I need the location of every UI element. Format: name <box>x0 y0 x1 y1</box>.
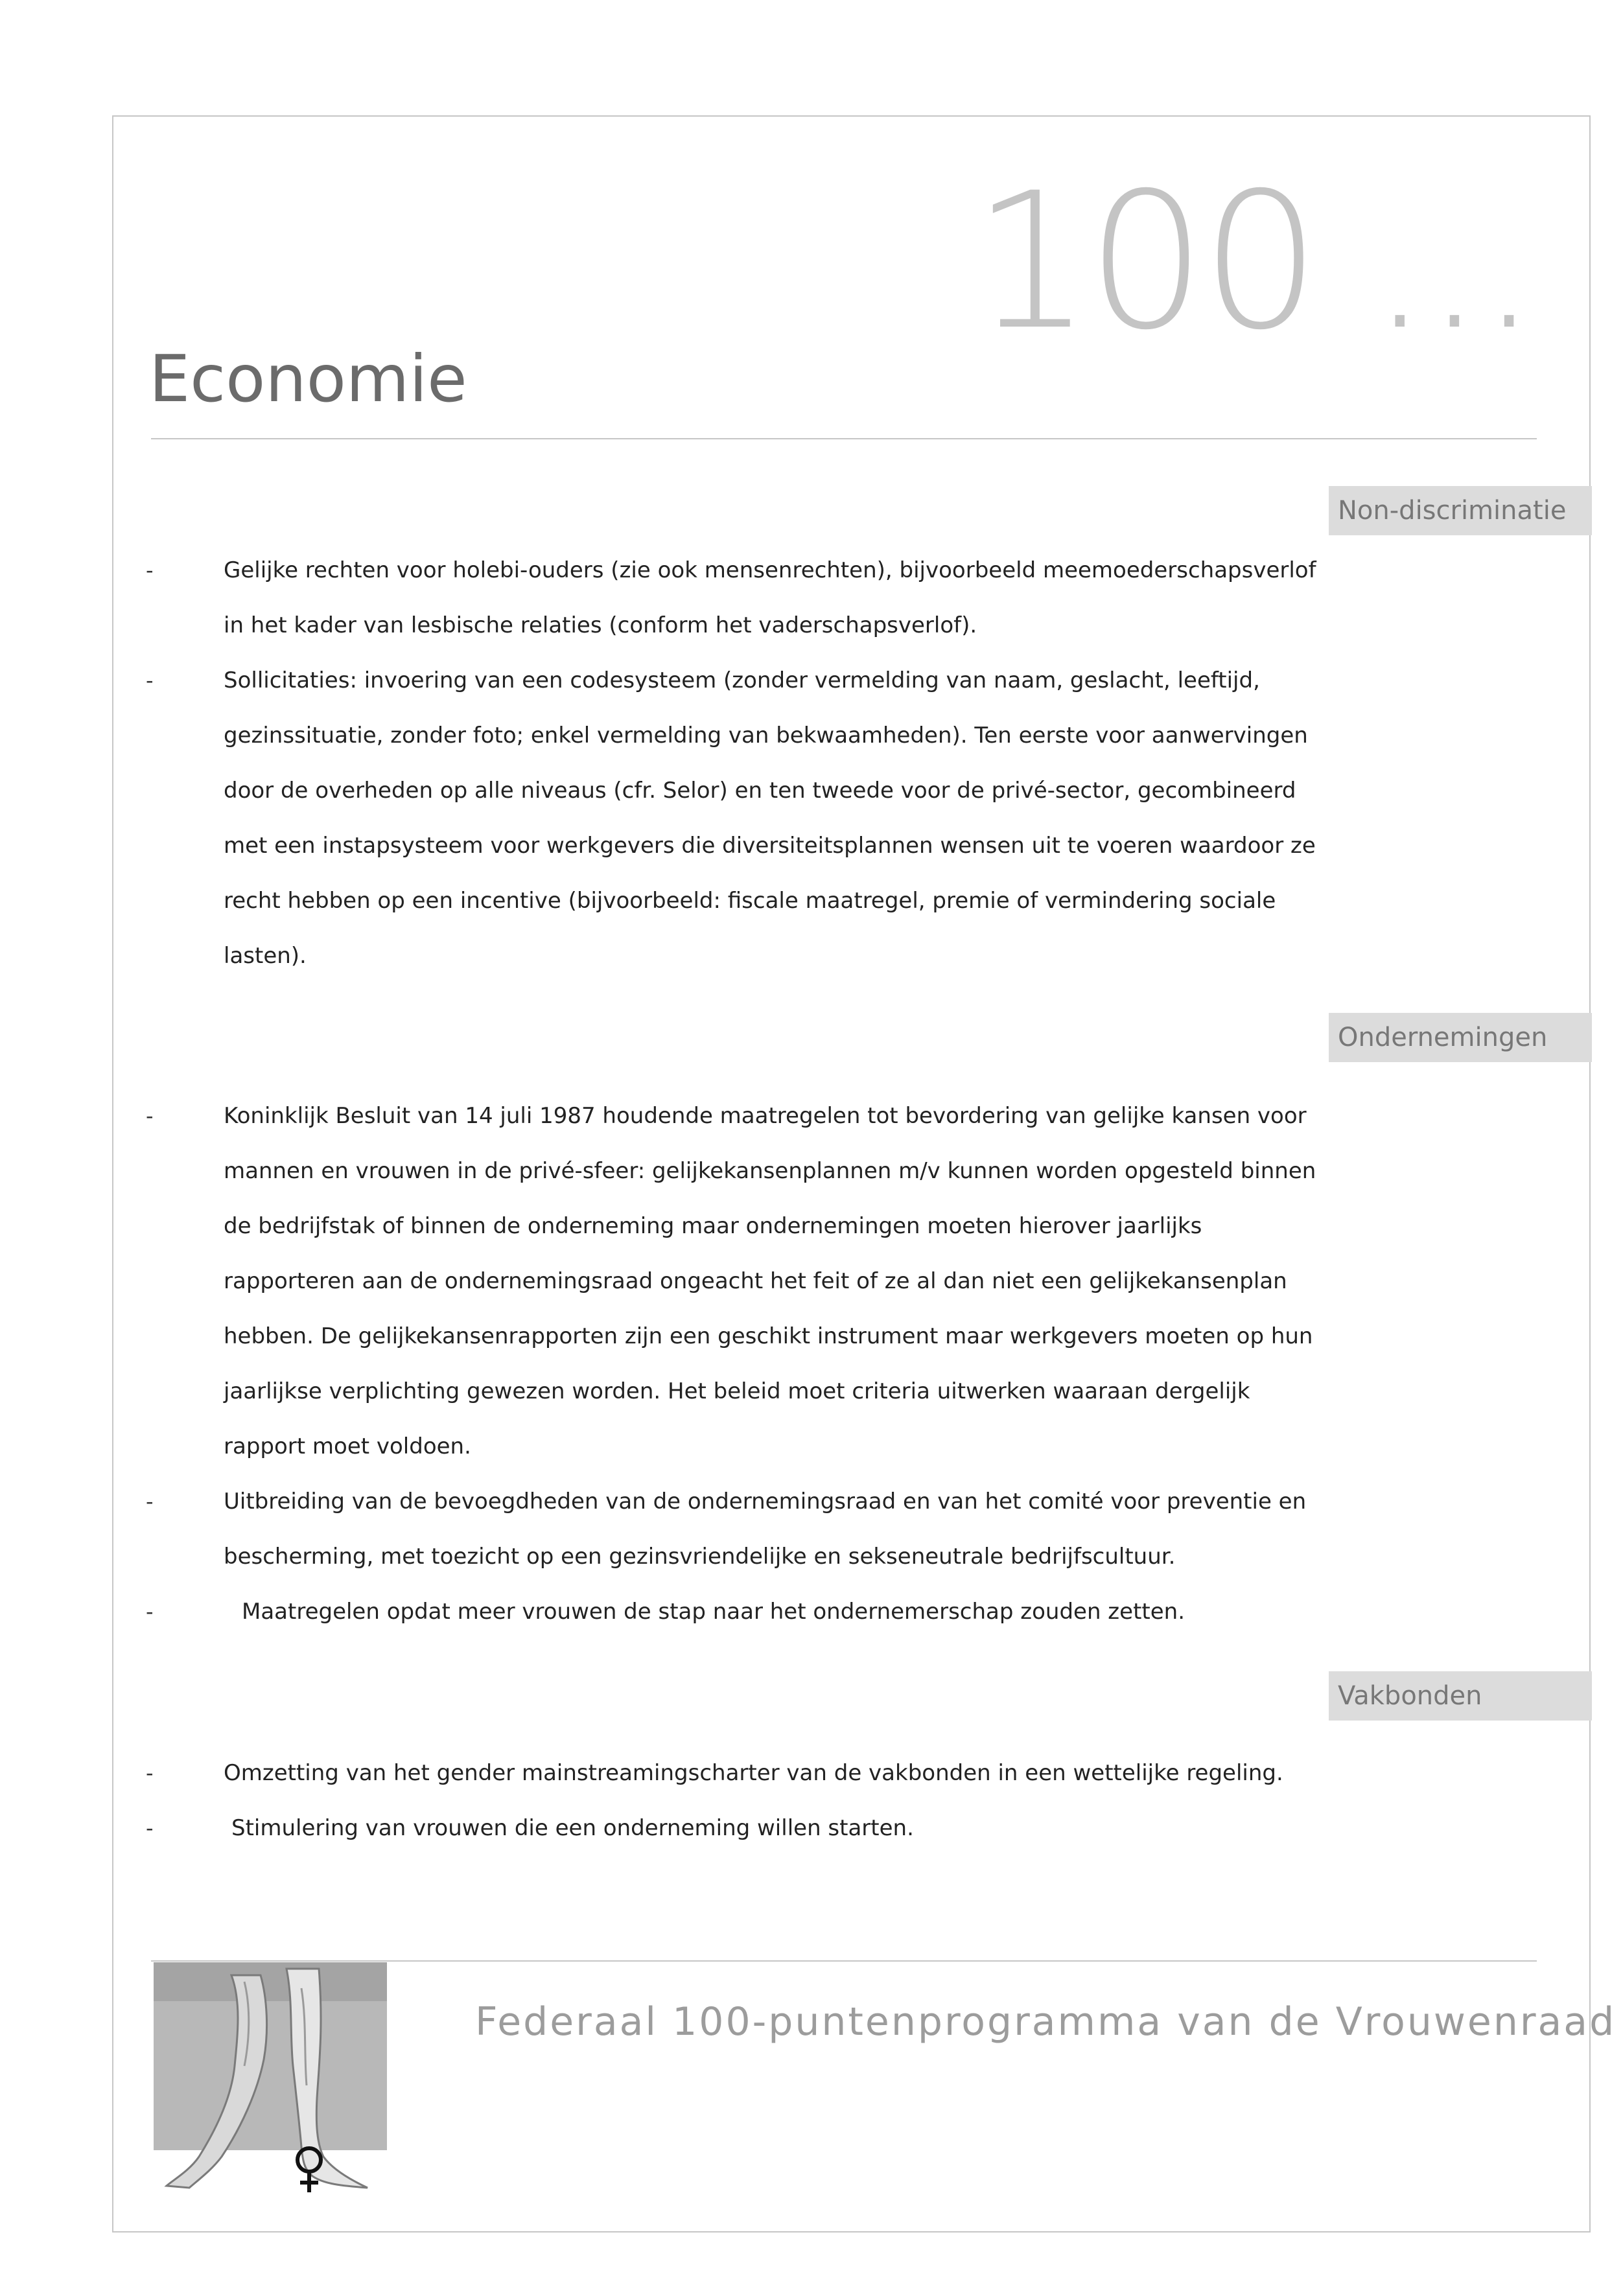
list-item-text: Stimulering van vrouwen die een onderneming willen starten. <box>231 1815 914 1841</box>
bullet-list-ondernemingen <box>0 1089 1623 1640</box>
bullet-dash: - <box>146 558 154 583</box>
list-item-text: Maatregelen opdat meer vrouwen de stap naar het ondernemerschap zouden zetten. <box>242 1599 1185 1625</box>
bullet-dash: - <box>146 1489 154 1514</box>
bullet-dash: - <box>146 1599 154 1624</box>
list-item <box>0 543 1623 653</box>
list-item <box>0 653 1623 984</box>
bullet-dash: - <box>146 1761 154 1785</box>
footer-divider <box>151 1960 1537 1962</box>
big-number: 100 ... <box>972 153 1534 371</box>
footer-title: Federaal 100-puntenprogramma van de Vrouwenraad <box>475 1999 1617 2045</box>
list-item-text: Uitbreiding van de bevoegdheden van de ondernemingsraad en van het comité voor preventie en bescherming, met toezicht op een gezinsvriendelijke en sekseneutrale bedrijfscultuur. <box>224 1489 1307 1570</box>
bullet-list-non-discriminatie <box>0 543 1623 984</box>
list-item <box>0 1584 1623 1640</box>
section-tag-non-discriminatie: Non-discriminatie <box>1329 486 1592 535</box>
section-tag-vakbonden: Vakbonden <box>1329 1671 1592 1721</box>
section-tag-ondernemingen: Ondernemingen <box>1329 1013 1592 1062</box>
list-item <box>0 1801 1623 1856</box>
title-divider <box>151 438 1537 439</box>
bullet-dash: - <box>146 1816 154 1840</box>
list-item-text: Omzetting van het gender mainstreamingscharter van de vakbonden in een wettelijke regeling. <box>224 1760 1283 1786</box>
bullet-list-vakbonden <box>0 1746 1623 1856</box>
bullet-dash: - <box>146 1104 154 1128</box>
list-item <box>0 1089 1623 1474</box>
list-item-text: Gelijke rechten voor holebi-ouders (zie ook mensenrechten), bijvoorbeeld meemoederschapsverlof in het kader van lesbische relaties (conform het vaderschapsverlof). <box>224 557 1316 638</box>
list-item-text: Koninklijk Besluit van 14 juli 1987 houdende maatregelen tot bevordering van gelijke kansen voor mannen en vrouwen in de privé-sfeer: gelijkekansenplannen m/v kunnen worden opgesteld binnen de bedrijfstak of binnen de onderneming maar ondernemingen moeten hierover jaarlijks rapporteren aan de ondernemingsraad ongeacht het feit of ze al dan niet een gelijkekansenplan hebben. De gelijkekansenrapporten zijn een geschikt instrument maar werkgevers moeten op hun jaarlijkse verplichting gewezen worden. Het beleid moet criteria uitwerken waaraan dergelijk rapport moet voldoen. <box>224 1103 1316 1459</box>
list-item <box>0 1746 1623 1801</box>
bullet-dash: - <box>146 668 154 693</box>
list-item <box>0 1474 1623 1584</box>
legs-venus-logo-icon <box>154 1962 387 2196</box>
list-item-text: Sollicitaties: invoering van een codesysteem (zonder vermelding van naam, geslacht, leeftijd, gezinssituatie, zonder foto; enkel vermelding van bekwaamheden). Ten eerste voor aanwervingen door de overheden op alle niveaus (cfr. Selor) en ten tweede voor de privé-sector, gecombineerd met een instapsysteem voor werkgevers die diversiteitsplannen wensen uit te voeren waardoor ze recht hebben op een incentive (bijvoorbeeld: fiscale maatregel, premie of vermindering sociale lasten). <box>224 667 1316 969</box>
page-title: Economie <box>149 341 467 417</box>
